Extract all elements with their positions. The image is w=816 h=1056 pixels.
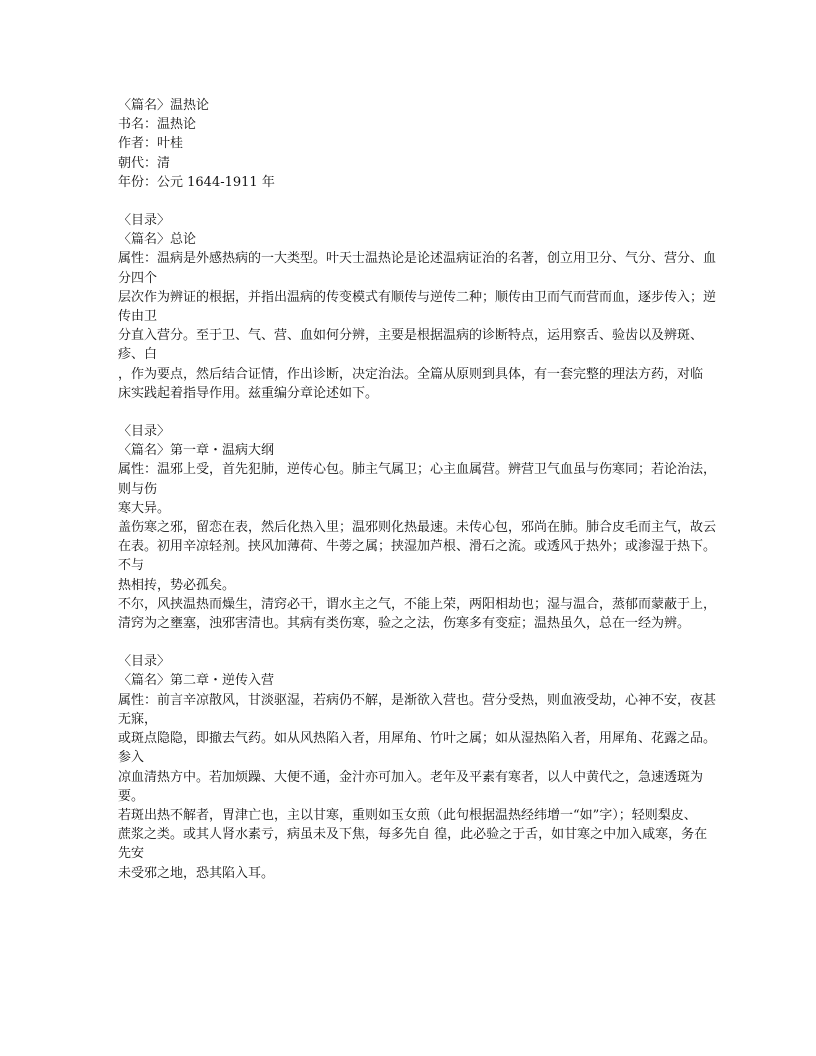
text-line: 凉血清热方中。若加烦躁、大便不通，金汁亦可加入。老年及平素有寒者，以人中黄代之，急速透斑为要。 [118,769,704,804]
text-line: 在表。初用辛凉轻剂。挟风加薄荷、牛蒡之属；挟湿加芦根、滑石之流。或透风于热外；或渗湿于热下。不与 [118,539,717,574]
text-line: 层次作为辨证的根据，并指出温病的传变模式有顺传与逆传二种；顺传由卫而气而营而血，逐步传入；逆传由卫 [118,289,717,325]
document-page [118,96,718,883]
chapter-tag: 〈篇名〉温热论 [118,98,210,113]
text-line: 床实践起着指导作用。兹重编分章论述如下。 [118,385,379,401]
toc-label: 〈目录〉 [118,213,171,229]
section-title: 〈篇名〉总论 [118,232,197,248]
toc-label: 〈目录〉 [118,654,171,670]
spacer [118,192,718,211]
text-line: 盖伤寒之邪，留恋在表，然后化热入里；温邪则化热最速。未传心包，邪尚在肺。肺合皮毛而主气，故云 [118,520,717,536]
text-line: 属性：温邪上受，首先犯肺，逆传心包。肺主气属卫；心主血属营。辨营卫气血虽与伤寒同；若论治法，则与伤 [118,462,717,497]
text-line: 若斑出热不解者，胃津亡也，主以甘寒，重则如玉女煎（此句根据温热经纬增一“如”字）；轻则梨皮、 [118,807,697,823]
section-chapter-2 [118,652,718,882]
text-line: 未受邪之地，恐其陷入耳。 [118,865,275,881]
text-line: 或斑点隐隐，即撤去气药。如从风热陷入者，用犀角、竹叶之属；如从湿热陷入者，用犀角、花露之品。参入 [118,731,717,766]
text-line: 属性：前言辛凉散风，甘淡驱湿，若病仍不解，是渐欲入营也。营分受热，则血液受劫，心神不安，夜甚无寐， [118,692,717,727]
spacer [118,633,718,652]
text-line: 不尔，风挟温热而燥生，清窍必干，谓水主之气，不能上荣，两阳相劫也；湿与温合，蒸郁而蒙蔽于上， [118,596,717,612]
spacer [118,403,718,422]
toc-label: 〈目录〉 [118,424,171,440]
section-title: 〈篇名〉第一章・温病大纲 [118,443,275,459]
section-chapter-1 [118,422,718,633]
text-line: 寒大异。 [118,500,171,516]
years: 年份：公元 1644-1911 年 [118,174,275,190]
author: 作者：叶桂 [118,136,184,152]
book-name: 书名：温热论 [118,117,197,133]
section-title: 〈篇名〉第二章・逆传入营 [118,673,275,689]
text-line: ，作为要点，然后结合证情，作出诊断，决定治法。全篇从原则到具体，有一套完整的理法方药，对临 [118,366,704,382]
dynasty: 朝代：清 [118,155,171,171]
text-line: 清窍为之壅塞，浊邪害清也。其病有类伤寒，验之之法，伤寒多有变症；温热虽久，总在一经为辨。 [118,616,691,632]
section-overview [118,211,718,403]
text-line: 分直入营分。至于卫、气、营、血如何分辨，主要是根据温病的诊断特点，运用察舌、验齿以及辨斑、疹、白 [118,328,704,363]
text-line: 热相抟，势必孤矣。 [118,577,236,593]
text-line: 属性：温病是外感热病的一大类型。叶天士温热论是论述温病证治的名著，创立用卫分、气分、营分、血分四个 [118,251,717,286]
text-line: 蔗浆之类。或其人肾水素亏，病虽未及下焦，每多先自 徨，此必验之于舌，如甘寒之中加入咸寒，务在先安 [118,827,708,862]
